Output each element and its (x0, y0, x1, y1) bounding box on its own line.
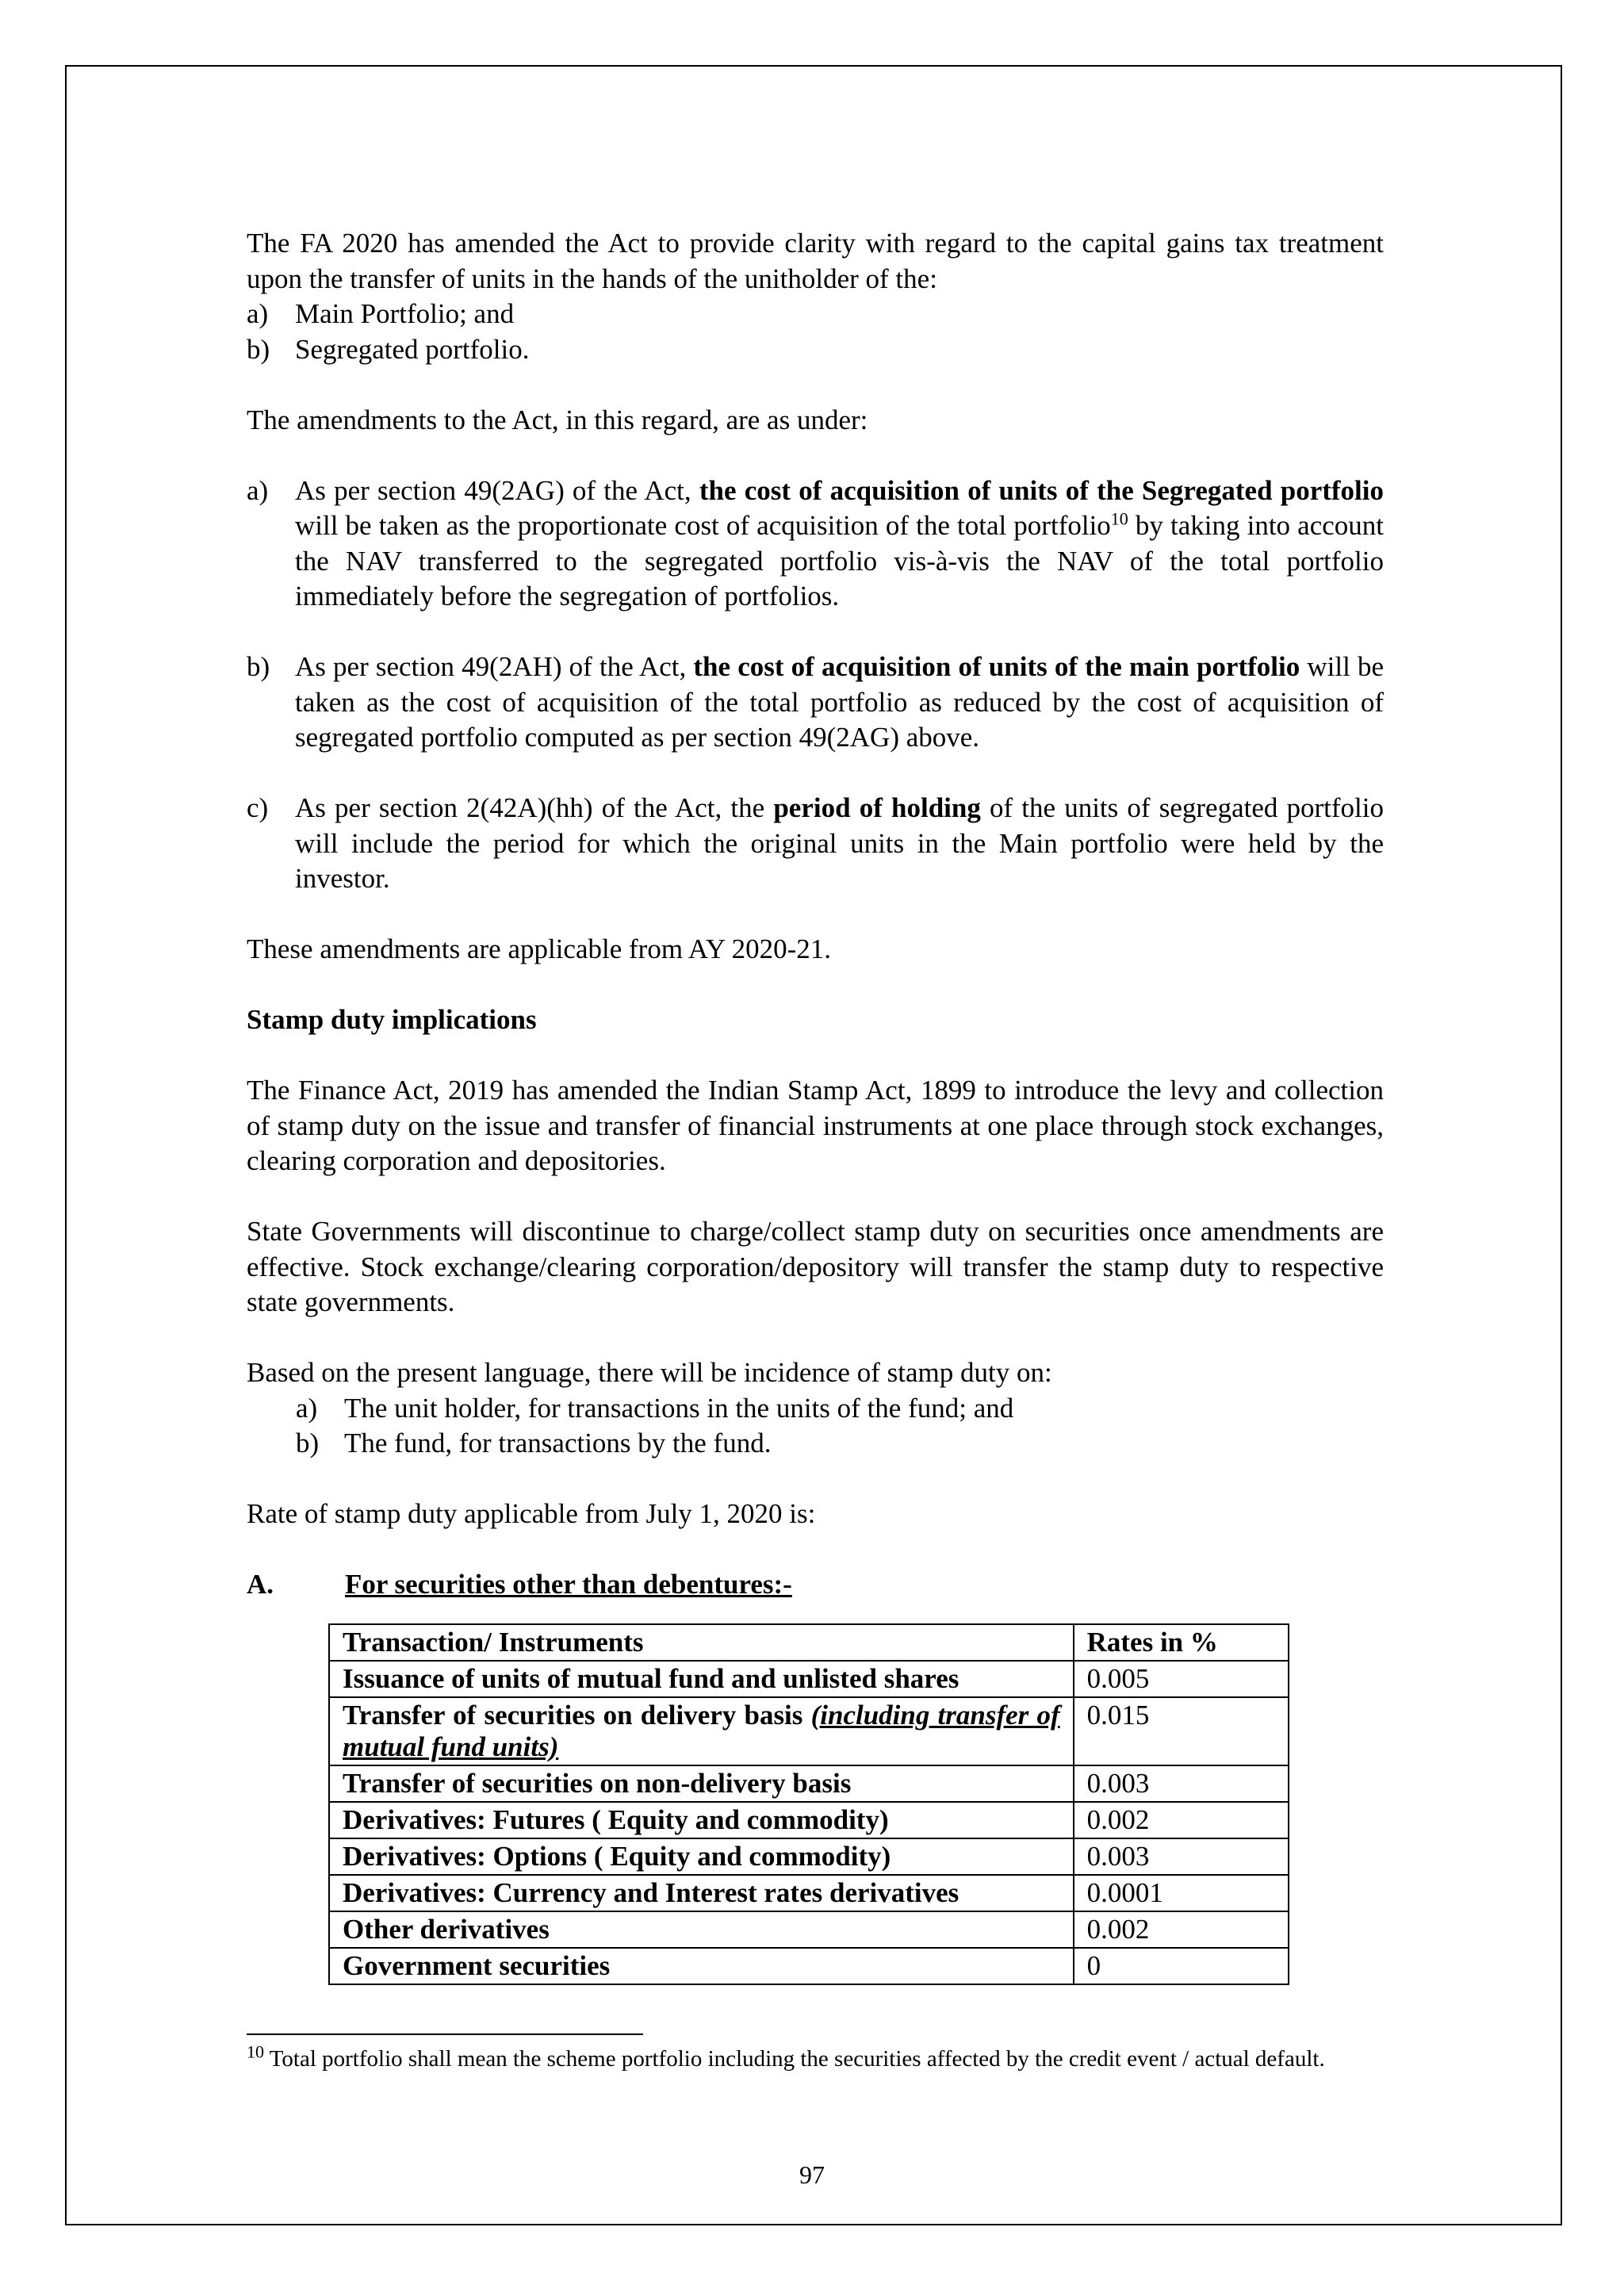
table-row: Transfer of securities on non-delivery basis 0.003 (329, 1765, 1289, 1802)
table-row: Derivatives: Currency and Interest rates derivatives 0.0001 (329, 1875, 1289, 1911)
footnote: $^{10}$ Total portfolio shall mean the scheme portfolio including the securities affected by the credit event / actual default. (247, 2041, 1325, 2072)
amendments-intro: The amendments to the Act, in this regard, are as under: (247, 404, 868, 435)
section-heading: Stamp duty implications (247, 1004, 537, 1035)
list-item: b) Segregated portfolio. (247, 333, 530, 365)
table-row: Transfer of securities on delivery basis (including transfer of mutual fund units) 0.015 (329, 1697, 1289, 1765)
intro-paragraph: The FA 2020 has amended the Act to provide clarity with regard to the capital gains tax treatment upon the transfer of units in the hands of the unitholder of the: (247, 228, 1384, 294)
incidence-intro: Based on the present language, there will be incidence of stamp duty on: (247, 1357, 1052, 1388)
rate-intro: Rate of stamp duty applicable from July 1, 2020 is: (247, 1498, 816, 1529)
list-item: a) The unit holder, for transactions in the units of the fund; and (296, 1392, 1014, 1424)
list-item: a) Main Portfolio; and (247, 298, 515, 329)
table-header: Rates in % (1074, 1624, 1289, 1661)
footnote-separator (247, 2033, 643, 2035)
page-number: 97 (799, 2160, 825, 2189)
table-row: Issuance of units of mutual fund and unlisted shares 0.005 (329, 1661, 1289, 1697)
table-header-row (329, 1624, 1289, 1661)
table-row: Other derivatives 0.002 (329, 1911, 1289, 1948)
amendment-item-a: a) As per section 49(2AG) of the Act, the cost of acquisition of units of the Segregated portfolio will be taken as the proportionate cost of acquisition of the total portfolio$^{10}$ by taking into account the NAV transferred to the segregated portfolio vis-à-vis the NAV of the total portfolio immediately before the segregation of portfolios. (247, 474, 1384, 611)
stamp-paragraph: The Finance Act, 2019 has amended the Indian Stamp Act, 1899 to introduce the levy and collection of stamp duty on the issue and transfer of financial instruments at one place through stock exchanges, clearing corporation and depositories. (247, 1075, 1384, 1176)
section-a-heading: A. For securities other than debentures:- (247, 1569, 792, 1600)
table-row: Government securities 0 (329, 1948, 1289, 1984)
amendment-item-c: c) As per section 2(42A)(hh) of the Act, the period of holding of the units of segregated portfolio will include the period for which the original units in the Main portfolio were held by the investor. (247, 792, 1384, 894)
stamp-duty-rates-table (328, 1623, 1289, 1985)
table-row: Derivatives: Options ( Equity and commodity) 0.003 (329, 1838, 1289, 1875)
list-item: b) The fund, for transactions by the fund. (296, 1428, 772, 1458)
table-row: Derivatives: Futures ( Equity and commodity) 0.002 (329, 1802, 1289, 1838)
amendment-item-b: b) As per section 49(2AH) of the Act, the cost of acquisition of units of the main portfolio will be taken as the cost of acquisition of the total portfolio as reduced by the cost of acquisition of segregated portfolio computed as per section 49(2AG) above. (247, 651, 1384, 753)
applicability-note: These amendments are applicable from AY 2020-21. (247, 933, 832, 964)
footnote-ref: 10 (1110, 508, 1128, 529)
document-body (247, 226, 1384, 1985)
stamp-paragraph: State Governments will discontinue to charge/collect stamp duty on securities once amendments are effective. Stock exchange/clearing corporation/depository will transfer the stamp duty to respective state governments. (247, 1216, 1384, 1317)
table-header: Transaction/ Instruments (329, 1624, 1074, 1661)
footnote-number: 10 (247, 2041, 264, 2062)
